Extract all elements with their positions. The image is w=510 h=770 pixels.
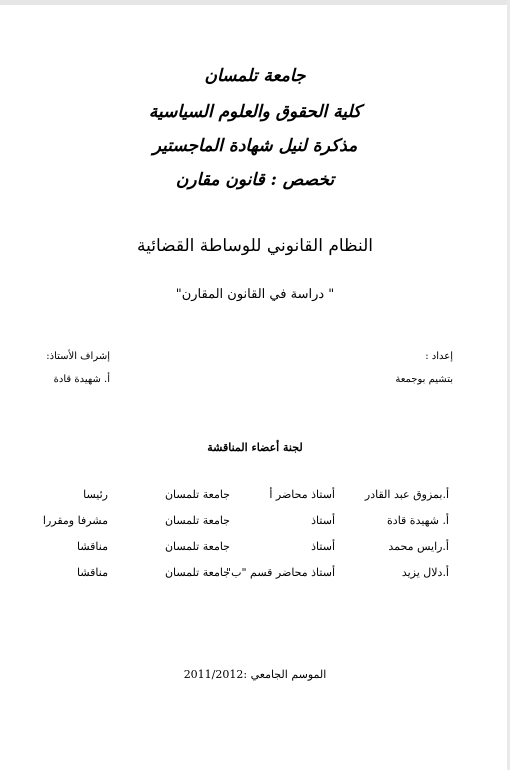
thesis-subtitle: " دراسة في القانون المقارن" xyxy=(175,287,335,302)
member-role: مناقشا xyxy=(77,540,108,553)
member-university: جامعة تلمسان xyxy=(164,488,230,501)
specialty-line: تخصص : قانون مقارن xyxy=(175,170,335,190)
committee-row xyxy=(0,566,510,584)
supervision-label: إشراف الأستاذ: xyxy=(46,351,110,362)
member-name: أ. شهيدة قادة xyxy=(387,514,449,527)
member-rank: أستاذ xyxy=(311,514,335,527)
preparation-label: إعداد : xyxy=(425,351,453,362)
member-name: أ.بمزوق عبد القادر xyxy=(364,488,449,501)
member-role: مشرفا ومقررا xyxy=(42,514,108,527)
member-university: جامعة تلمسان xyxy=(164,514,230,527)
top-edge xyxy=(0,0,510,5)
member-role: رئيسا xyxy=(83,488,108,501)
faculty-name: كلية الحقوق والعلوم السياسية xyxy=(148,102,362,122)
member-university: جامعة تلمسان xyxy=(164,566,230,579)
member-role: مناقشا xyxy=(77,566,108,579)
academic-year: الموسم الجامعي :2011/2012 xyxy=(183,668,327,681)
member-rank: أستاذ xyxy=(311,540,335,553)
committee-row xyxy=(0,514,510,532)
degree-line: مذكرة لنيل شهادة الماجستير xyxy=(152,136,358,156)
supervisor-name: أ. شهيدة قادة xyxy=(53,374,110,385)
committee-title: لجنة أعضاء المناقشة xyxy=(207,441,303,454)
committee-row xyxy=(0,488,510,506)
preparation-name: بتشيم بوجمعة xyxy=(395,374,453,385)
member-rank: أستاذ محاضر قسم "ب" xyxy=(226,566,335,579)
university-name: جامعة تلمسان xyxy=(204,66,306,86)
member-name: أ.رايس محمد xyxy=(388,540,449,553)
member-rank: أستاذ محاضر أ xyxy=(269,488,335,501)
committee-row xyxy=(0,540,510,558)
thesis-title: النظام القانوني للوساطة القضائية xyxy=(136,236,374,256)
member-name: أ.دلال يزيد xyxy=(401,566,449,579)
member-university: جامعة تلمسان xyxy=(164,540,230,553)
